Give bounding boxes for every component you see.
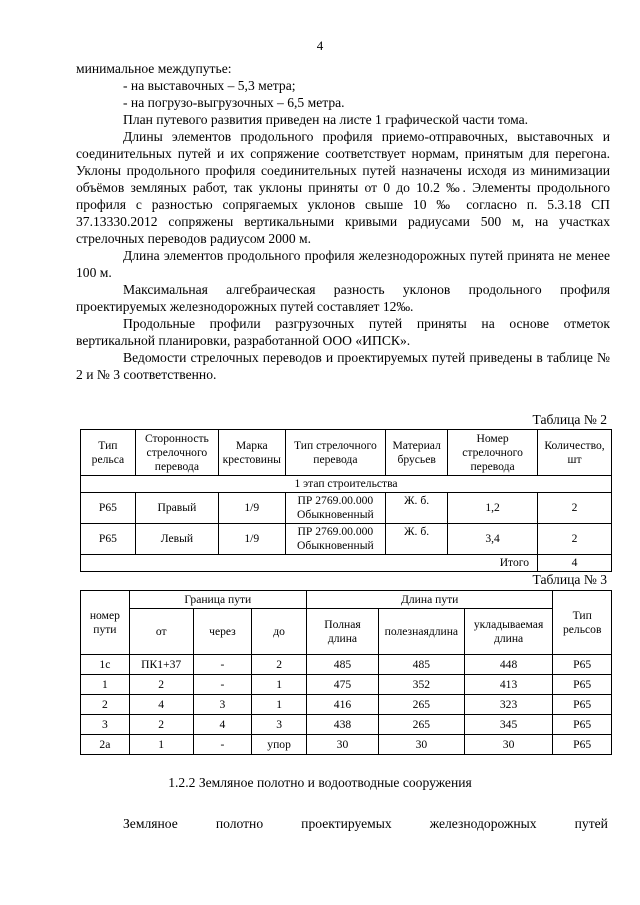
word: полотно xyxy=(215,816,264,831)
table-row xyxy=(81,735,612,755)
cell: 30 xyxy=(378,735,464,755)
paragraph-min-length: Длина элементов продольного профиля железнодорожных путей принята не менее 100 м. xyxy=(76,248,610,280)
cell: Р65 xyxy=(553,735,612,755)
col-header: Материал брусьев xyxy=(386,430,448,476)
col-header: Тип стрелочного перевода xyxy=(285,430,386,476)
cell: 265 xyxy=(378,695,464,715)
total-label: Итого xyxy=(81,555,538,572)
cell: 4 xyxy=(129,695,193,715)
cell: Р65 xyxy=(81,524,136,555)
table-row xyxy=(81,675,612,695)
cell: 2 xyxy=(81,695,130,715)
table-header-row xyxy=(81,609,612,655)
col-header: через xyxy=(193,609,252,655)
cell: 30 xyxy=(306,735,378,755)
cell: 3 xyxy=(193,695,252,715)
word: проектируемых xyxy=(301,816,392,831)
cell: 1,2 xyxy=(448,493,538,524)
table-row xyxy=(81,493,612,524)
cell: 2 xyxy=(538,493,612,524)
col-header: Полная длина xyxy=(306,609,378,655)
stage-row xyxy=(81,476,612,493)
bullet-item: - на выставочных – 5,3 метра; xyxy=(123,78,296,93)
cell: ПР 2769.00.000 Обыкновенный xyxy=(285,493,386,524)
paragraph-plan: План путевого развития приведен на листе 1 графической части тома. xyxy=(123,112,529,127)
cell: 1 xyxy=(252,695,307,715)
cell: - xyxy=(193,675,252,695)
table-row xyxy=(81,655,612,675)
cell: 265 xyxy=(378,715,464,735)
paragraph-max-diff: Максимальная алгебраическая разность уклонов продольного профиля проектируемых железнодорожных путей составляет 12‰. xyxy=(76,282,610,314)
cell: 2 xyxy=(129,715,193,735)
col-header: полезнаядлина xyxy=(378,609,464,655)
paragraph-lengths: Длины элементов продольного профиля приемо-отправочных, выставочных и соединительных путей и их сопряжение соответствует нормам, принятым для перегона. Уклоны продольного профиля соединительных путей назначены исходя из минимизации объёмов земляных работ, так уклоны приняты от 0 до 10.2 ‰. Элементы продольного профиля с разностью сопрягаемых уклонов свыше 10 ‰ согласно п. 5.3.18 СП 37.13330.2012 сопряжены вертикальными кривыми радиусами 500 м, на участках стрелочных переводов радиусом 2000 м. xyxy=(76,129,610,246)
total-row xyxy=(81,555,612,572)
cell: 3 xyxy=(81,715,130,735)
cell: 485 xyxy=(306,655,378,675)
table2-caption: Таблица № 2 xyxy=(532,412,607,427)
section-heading: 1.2.2 Земляное полотно и водоотводные сооружения xyxy=(168,775,472,790)
cell: 1 xyxy=(81,675,130,695)
table-row xyxy=(81,715,612,735)
cell: ПР 2769.00.000 Обыкновенный xyxy=(285,524,386,555)
table-header-row xyxy=(81,430,612,476)
cell: 416 xyxy=(306,695,378,715)
cell: Ж. б. xyxy=(386,524,448,555)
paragraph-tables: Ведомости стрелочных переводов и проектируемых путей приведены в таблице № 2 и № 3 соответственно. xyxy=(76,350,610,382)
bullet-item: - на погрузо-выгрузочных – 6,5 метра. xyxy=(123,95,345,110)
table-row xyxy=(81,524,612,555)
col-header: Количество, шт xyxy=(538,430,612,476)
cell: Правый xyxy=(135,493,218,524)
cell: 4 xyxy=(193,715,252,735)
cell: 2 xyxy=(252,655,307,675)
cell: Р65 xyxy=(553,655,612,675)
cell: Р65 xyxy=(553,695,612,715)
word: путей xyxy=(574,816,608,831)
cell: 1/9 xyxy=(218,524,285,555)
last-line xyxy=(123,816,608,832)
cell: ПК1+37 xyxy=(129,655,193,675)
cell: 30 xyxy=(464,735,553,755)
page-number: 4 xyxy=(316,38,324,53)
switches-table xyxy=(80,429,612,572)
word: Земляное xyxy=(123,816,178,831)
cell: 413 xyxy=(464,675,553,695)
cell: 448 xyxy=(464,655,553,675)
cell: - xyxy=(193,655,252,675)
cell: 3,4 xyxy=(448,524,538,555)
cell: 1с xyxy=(81,655,130,675)
cell: 2а xyxy=(81,735,130,755)
intro-line: минимальное междупутье: xyxy=(76,61,232,76)
col-header: Тип рельса xyxy=(81,430,136,476)
table3-caption: Таблица № 3 xyxy=(532,572,607,587)
col-header-group: Длина пути xyxy=(306,591,552,609)
cell: 2 xyxy=(538,524,612,555)
word: железнодорожных xyxy=(429,816,537,831)
cell: 1 xyxy=(129,735,193,755)
cell: 1 xyxy=(252,675,307,695)
cell: Р65 xyxy=(553,675,612,695)
col-header: номер пути xyxy=(81,591,130,655)
cell: Ж. б. xyxy=(386,493,448,524)
cell: 485 xyxy=(378,655,464,675)
col-header: Марка крестовины xyxy=(218,430,285,476)
col-header-group: Граница пути xyxy=(129,591,306,609)
cell: 3 xyxy=(252,715,307,735)
paragraph-profiles: Продольные профили разгрузочных путей приняты на основе отметок вертикальной планировки, разработанной ООО «ИПСК». xyxy=(76,316,610,348)
cell: 1/9 xyxy=(218,493,285,524)
col-header: укладываемая длина xyxy=(464,609,553,655)
cell: 475 xyxy=(306,675,378,695)
col-header: от xyxy=(129,609,193,655)
cell: - xyxy=(193,735,252,755)
total-value: 4 xyxy=(538,555,612,572)
cell: 2 xyxy=(129,675,193,695)
col-header: Сторонность стрелочного перевода xyxy=(135,430,218,476)
table-row xyxy=(81,695,612,715)
col-header: Тип рельсов xyxy=(553,591,612,655)
cell: Р65 xyxy=(81,493,136,524)
table-header-row xyxy=(81,591,612,609)
cell: 345 xyxy=(464,715,553,735)
stage-cell: 1 этап строительства xyxy=(81,476,612,493)
cell: Р65 xyxy=(553,715,612,735)
col-header: до xyxy=(252,609,307,655)
tracks-table xyxy=(80,590,612,755)
body-text xyxy=(76,60,610,383)
cell: 352 xyxy=(378,675,464,695)
col-header: Номер стрелочного перевода xyxy=(448,430,538,476)
cell: 323 xyxy=(464,695,553,715)
cell: упор xyxy=(252,735,307,755)
cell: 438 xyxy=(306,715,378,735)
cell: Левый xyxy=(135,524,218,555)
